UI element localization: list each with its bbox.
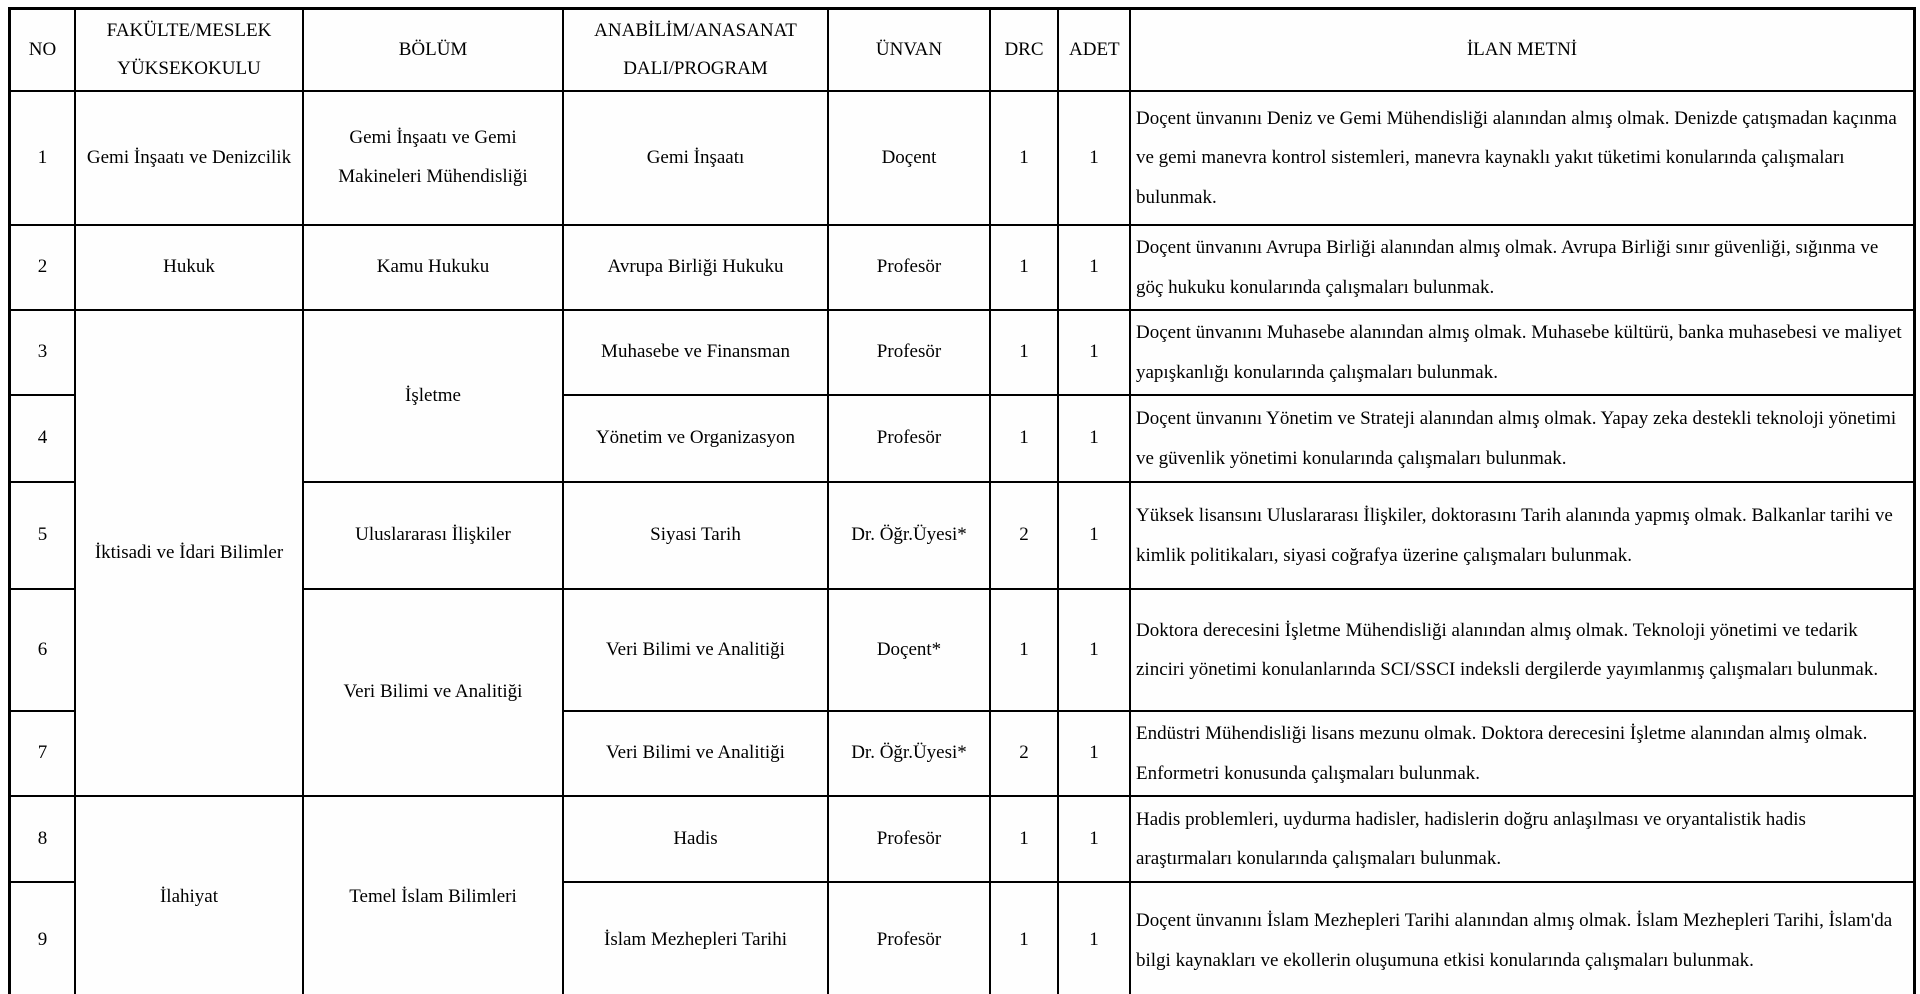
cell-adet: 1 — [1058, 482, 1130, 589]
cell-anabilim: Veri Bilimi ve Analitiği — [563, 711, 828, 796]
cell-drc: 1 — [990, 882, 1058, 994]
table-row — [10, 796, 1914, 882]
col-header-no: NO — [10, 9, 75, 91]
cell-no: 4 — [10, 395, 75, 482]
cell-anabilim: Hadis — [563, 796, 828, 882]
cell-ilan-metni: Doçent ünvanını Yönetim ve Strateji alanından almış olmak. Yapay zeka destekli teknoloji yönetimi ve güvenlik yönetimi konularında çalışmaları bulunmak. — [1130, 395, 1914, 482]
table-row — [10, 310, 1914, 395]
table-body — [10, 91, 1914, 994]
cell-unvan: Profesör — [828, 225, 990, 310]
cell-adet: 1 — [1058, 91, 1130, 225]
cell-bolum-merged: İşletme — [303, 310, 563, 482]
cell-unvan: Dr. Öğr.Üyesi* — [828, 711, 990, 796]
col-header-drc: DRC — [990, 9, 1058, 91]
cell-drc: 1 — [990, 395, 1058, 482]
cell-drc: 2 — [990, 711, 1058, 796]
cell-ilan-metni: Doçent ünvanını Muhasebe alanından almış olmak. Muhasebe kültürü, banka muhasebesi ve maliyet yapışkanlığı konularında çalışmaları bulunmak. — [1130, 310, 1914, 395]
cell-adet: 1 — [1058, 796, 1130, 882]
cell-ilan-metni: Yüksek lisansını Uluslararası İlişkiler, doktorasını Tarih alanında yapmış olmak. Balkanlar tarihi ve kimlik politikaları, siyasi coğrafya üzerine çalışmaları bulunmak. — [1130, 482, 1914, 589]
col-header-adet: ADET — [1058, 9, 1130, 91]
cell-no: 8 — [10, 796, 75, 882]
col-header-ilan: İLAN METNİ — [1130, 9, 1914, 91]
cell-unvan: Dr. Öğr.Üyesi* — [828, 482, 990, 589]
cell-ilan-metni: Doçent ünvanını İslam Mezhepleri Tarihi alanından almış olmak. İslam Mezhepleri Tarihi, İslam'da bilgi kaynakları ve ekollerin oluşumuna etkisi konularında çalışmaları bulunmak. — [1130, 882, 1914, 994]
cell-anabilim: Yönetim ve Organizasyon — [563, 395, 828, 482]
table-row — [10, 225, 1914, 310]
cell-adet: 1 — [1058, 395, 1130, 482]
job-announcement-table — [9, 8, 1915, 994]
cell-bolum-merged: Temel İslam Bilimleri — [303, 796, 563, 994]
cell-drc: 1 — [990, 225, 1058, 310]
cell-anabilim: Avrupa Birliği Hukuku — [563, 225, 828, 310]
cell-unvan: Doçent* — [828, 589, 990, 711]
col-header-fakulte: FAKÜLTE/MESLEK YÜKSEKOKULU — [75, 9, 303, 91]
cell-unvan: Profesör — [828, 310, 990, 395]
cell-no: 1 — [10, 91, 75, 225]
cell-bolum: Kamu Hukuku — [303, 225, 563, 310]
table-row — [10, 91, 1914, 225]
cell-no: 2 — [10, 225, 75, 310]
cell-no: 5 — [10, 482, 75, 589]
cell-adet: 1 — [1058, 882, 1130, 994]
cell-ilan-metni: Hadis problemleri, uydurma hadisler, hadislerin doğru anlaşılması ve oryantalistik hadis araştırmaları konularında çalışmaları bulunmak. — [1130, 796, 1914, 882]
cell-bolum: Gemi İnşaatı ve Gemi Makineleri Mühendisliği — [303, 91, 563, 225]
cell-bolum-merged: Veri Bilimi ve Analitiği — [303, 589, 563, 796]
table-header — [10, 9, 1914, 91]
cell-anabilim: İslam Mezhepleri Tarihi — [563, 882, 828, 994]
cell-anabilim: Siyasi Tarih — [563, 482, 828, 589]
cell-no: 9 — [10, 882, 75, 994]
cell-adet: 1 — [1058, 711, 1130, 796]
col-header-unvan: ÜNVAN — [828, 9, 990, 91]
cell-fakulte-merged: İktisadi ve İdari Bilimler — [75, 310, 303, 796]
cell-adet: 1 — [1058, 310, 1130, 395]
cell-anabilim: Veri Bilimi ve Analitiği — [563, 589, 828, 711]
cell-no: 6 — [10, 589, 75, 711]
cell-ilan-metni: Doçent ünvanını Deniz ve Gemi Mühendisliği alanından almış olmak. Denizde çatışmadan kaçınma ve gemi manevra kontrol sistemleri, manevra kaynaklı yakıt tüketimi konularında çalışmaları bulunmak. — [1130, 91, 1914, 225]
cell-no: 3 — [10, 310, 75, 395]
cell-anabilim: Gemi İnşaatı — [563, 91, 828, 225]
cell-fakulte-merged: İlahiyat — [75, 796, 303, 994]
cell-adet: 1 — [1058, 225, 1130, 310]
col-header-bolum: BÖLÜM — [303, 9, 563, 91]
cell-drc: 1 — [990, 796, 1058, 882]
cell-drc: 1 — [990, 310, 1058, 395]
cell-adet: 1 — [1058, 589, 1130, 711]
cell-fakulte: Hukuk — [75, 225, 303, 310]
col-header-anabilim: ANABİLİM/ANASANAT DALI/PROGRAM — [563, 9, 828, 91]
cell-unvan: Profesör — [828, 395, 990, 482]
cell-anabilim: Muhasebe ve Finansman — [563, 310, 828, 395]
header-row — [10, 9, 1914, 91]
cell-fakulte: Gemi İnşaatı ve Denizcilik — [75, 91, 303, 225]
cell-ilan-metni: Doçent ünvanını Avrupa Birliği alanından almış olmak. Avrupa Birliği sınır güvenliği, sığınma ve göç hukuku konularında çalışmaları bulunmak. — [1130, 225, 1914, 310]
cell-drc: 1 — [990, 589, 1058, 711]
cell-ilan-metni: Endüstri Mühendisliği lisans mezunu olmak. Doktora derecesini İşletme alanından almış olmak. Enformetri konusunda çalışmaları bulunmak. — [1130, 711, 1914, 796]
cell-drc: 2 — [990, 482, 1058, 589]
cell-bolum: Uluslararası İlişkiler — [303, 482, 563, 589]
cell-unvan: Profesör — [828, 882, 990, 994]
cell-unvan: Doçent — [828, 91, 990, 225]
cell-unvan: Profesör — [828, 796, 990, 882]
cell-drc: 1 — [990, 91, 1058, 225]
cell-ilan-metni: Doktora derecesini İşletme Mühendisliği alanından almış olmak. Teknoloji yönetimi ve tedarik zinciri yönetimi konulanlarında SCI/SSCI indeksli dergilerde yayımlanmış çalışmaları bulunmak. — [1130, 589, 1914, 711]
cell-no: 7 — [10, 711, 75, 796]
